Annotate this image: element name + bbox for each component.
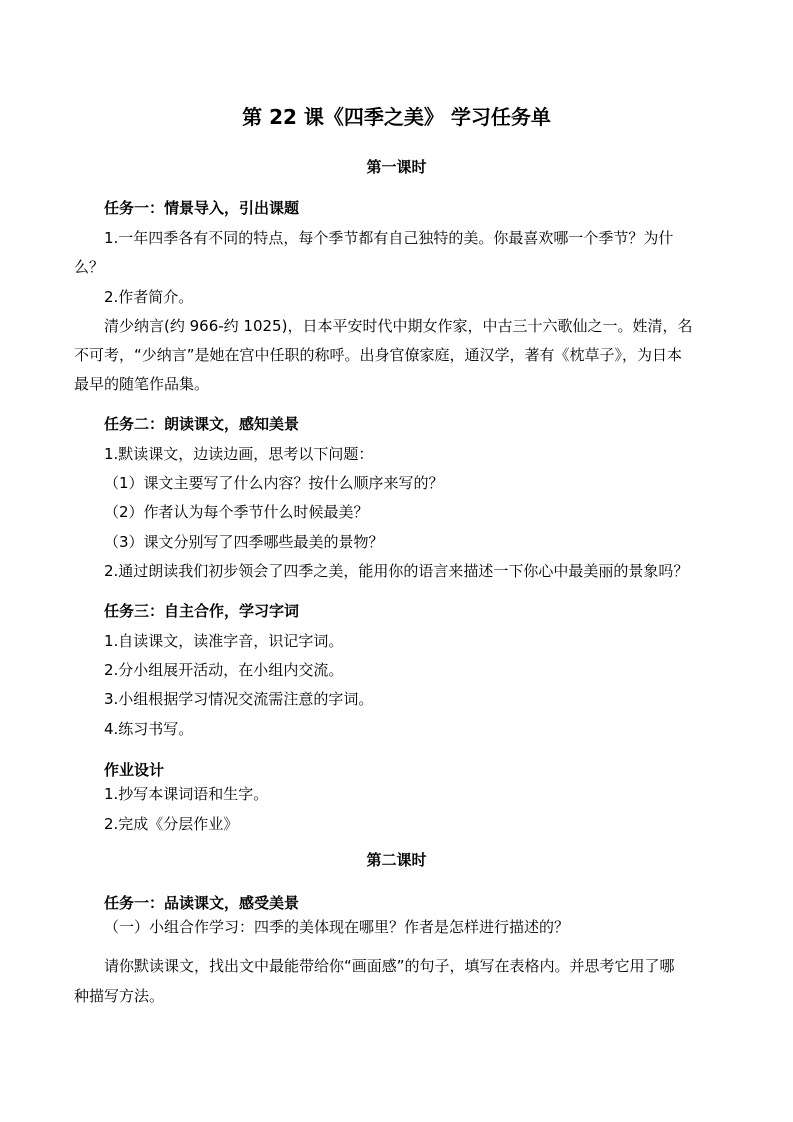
lesson1-task2-sub2: （2）作者认为每个季节什么时候最美？ [104, 503, 369, 521]
document-title: 第 22 课《四季之美》 学习任务单 [242, 105, 551, 129]
lesson1-task1-q2: 2.作者简介。 [104, 288, 194, 306]
lesson1-task3-item1: 1.自读课文，读准字音，识记字词。 [104, 632, 344, 650]
lesson1-task2-item1: 1.默读课文，边读边画，思考以下问题： [104, 445, 374, 463]
lesson1-task2-title: 任务二：朗读课文，感知美景 [104, 415, 300, 433]
lesson1-task2-sub3: （3）课文分别写了四季哪些最美的景物？ [104, 533, 384, 551]
lesson2-task1-text-line1: 请你默读课文，找出文中最能带给你“画面感”的句子，填写在表格内。并思考它用了哪 [104, 957, 675, 975]
lesson1-task1-q1-line2: 么？ [74, 258, 105, 276]
lesson1-task2-item2: 2.通过朗读我们初步领会了四季之美，能用你的语言来描述一下你心中最美丽的景象吗？ [104, 562, 689, 580]
lesson1-task3-title: 任务三：自主合作，学习字词 [104, 602, 300, 620]
lesson2-task1-title: 任务一：品读课文，感受美景 [104, 894, 300, 912]
author-bio-line3: 最早的随笔作品集。 [74, 375, 210, 393]
lesson1-task3-item4: 4.练习书写。 [104, 720, 194, 738]
lesson1-task3-item3: 3.小组根据学习情况交流需注意的字词。 [104, 690, 374, 708]
lesson2-task1-item1: （一）小组合作学习：四季的美体现在哪里？作者是怎样进行描述的？ [104, 918, 570, 936]
lesson1-task2-sub1: （1）课文主要写了什么内容？按什么顺序来写的？ [104, 474, 444, 492]
lesson2-heading: 第二课时 [366, 851, 427, 869]
lesson1-task1-title: 任务一：情景导入，引出课题 [104, 199, 300, 217]
homework-item1: 1.抄写本课词语和生字。 [104, 785, 269, 803]
lesson1-task3-item2: 2.分小组展开活动，在小组内交流。 [104, 661, 344, 679]
lesson1-heading: 第一课时 [366, 158, 427, 176]
lesson2-task1-text-line2: 种描写方法。 [74, 987, 165, 1005]
author-bio-line1: 清少纳言(约 966-约 1025)，日本平安时代中期女作家，中古三十六歌仙之一。姓清，名 [104, 317, 693, 335]
homework-item2: 2.完成《分层作业》 [104, 815, 239, 833]
lesson1-task1-q1-line1: 1.一年四季各有不同的特点，每个季节都有自己独特的美。你最喜欢哪一个季节？为什 [104, 229, 674, 247]
homework-title: 作业设计 [104, 761, 165, 779]
author-bio-line2: 不可考，“少纳言”是她在宫中任职的称呼。出身官僚家庭，通汉学，著有《枕草子》，为日本 [74, 346, 683, 364]
